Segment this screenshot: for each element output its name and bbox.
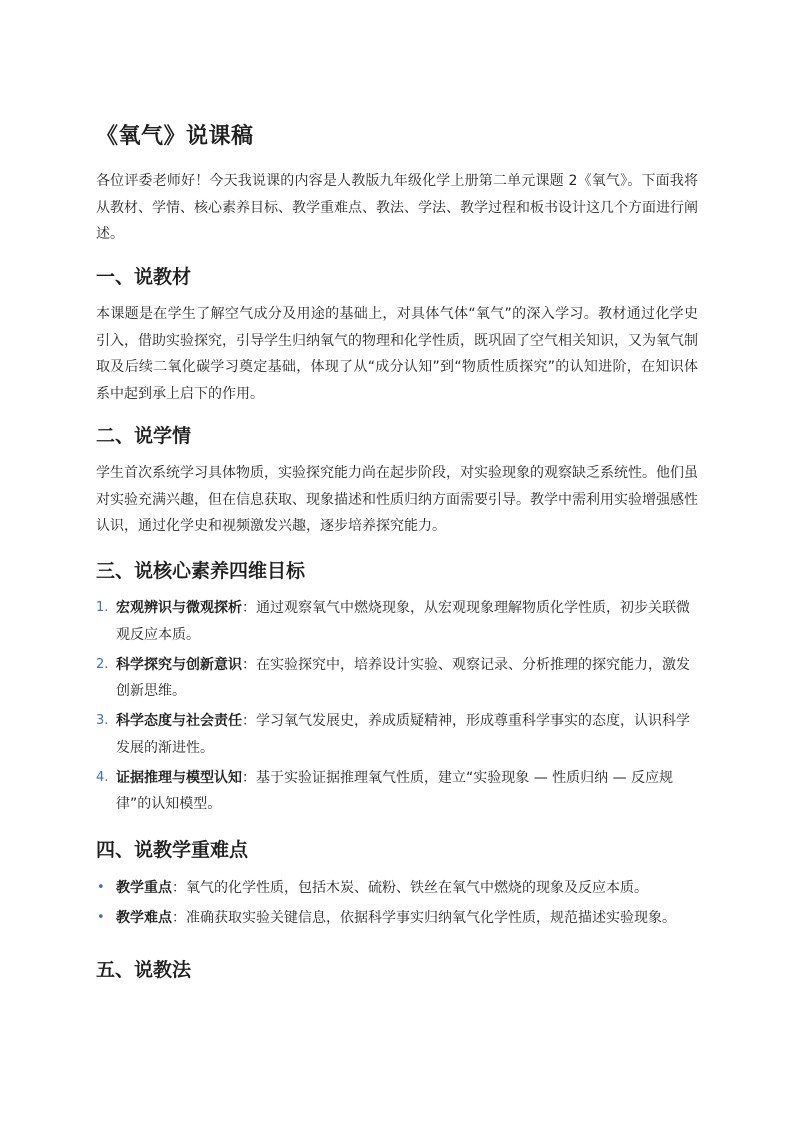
- goals-list: [96, 595, 698, 821]
- textbook-paragraph: 本课题是在学生了解空气成分及用途的基础上，对具体气体“氧气”的深入学习。教材通过化学史引入，借助实验探究，引导学生归纳氧气的物理和化学性质，既巩固了空气相关知识，又为氧气制取及后续二氧化碳学习奠定基础，体现了从“成分认知”到“物质性质探究”的认知进阶，在知识体系中起到承上启下的作用。: [96, 306, 698, 402]
- goal-separator: ：: [242, 713, 256, 729]
- list-item: [96, 708, 698, 761]
- goal-text: 通过观察氧气中燃烧现象，从宏观现象理解物质化学性质，初步关联微观反应本质。: [116, 600, 690, 643]
- bullet-icon: •: [97, 880, 105, 895]
- list-item: [96, 652, 698, 705]
- document-title: 《氧气》说课稿: [96, 124, 254, 149]
- goal-text: 在实验探究中，培养设计实验、观察记录、分析推理的探究能力，激发创新思维。: [116, 656, 690, 699]
- goal-text: 学习氧气发展史，养成质疑精神，形成尊重科学事实的态度，认识科学发展的渐进性。: [116, 713, 690, 756]
- section-heading-textbook: 一、说教材: [96, 266, 192, 288]
- list-item: [96, 875, 698, 902]
- section-heading-learners: 二、说学情: [96, 425, 192, 447]
- key-points-list: [96, 875, 698, 935]
- learners-paragraph: 学生首次系统学习具体物质，实验探究能力尚在起步阶段，对实验现象的观察缺乏系统性。他们虽对实验充满兴趣，但在信息获取、现象描述和性质归纳方面需要引导。教学中需利用实验增强感性认识，通过化学史和视频激发兴趣，逐步培养探究能力。: [96, 465, 698, 534]
- list-number: 2.: [96, 656, 109, 672]
- section-heading-teaching-methods: 五、说教法: [96, 959, 192, 981]
- list-number: 4.: [96, 769, 109, 785]
- key-point-separator: ：: [172, 880, 186, 896]
- list-number: 1.: [96, 600, 109, 615]
- goal-separator: ：: [242, 769, 256, 786]
- key-point-term: 教学重点: [116, 880, 172, 896]
- key-point-separator: ：: [172, 910, 186, 926]
- goal-term: 科学探究与创新意识: [116, 656, 242, 673]
- list-item: [96, 595, 698, 648]
- key-point-text: 氧气的化学性质，包括木炭、硫粉、铁丝在氧气中燃烧的现象及反应本质。: [186, 880, 648, 896]
- list-item: [96, 765, 698, 818]
- list-item: [96, 905, 698, 932]
- goal-text: 基于实验证据推理氧气性质，建立“实验现象 — 性质归纳 — 反应规律”的认知模型。: [116, 769, 674, 812]
- bullet-icon: •: [97, 910, 105, 925]
- goal-term: 科学态度与社会责任: [116, 713, 242, 729]
- key-point-text: 准确获取实验关键信息，依据科学事实归纳氧气化学性质，规范描述实验现象。: [186, 910, 676, 926]
- goal-term: 证据推理与模型认知: [116, 769, 242, 786]
- key-point-term: 教学难点: [116, 910, 172, 926]
- list-number: 3.: [96, 713, 109, 728]
- goal-separator: ：: [242, 656, 256, 673]
- intro-paragraph: 各位评委老师好！今天我说课的内容是人教版九年级化学上册第二单元课题 2《氧气》。下面我将从教材、学情、核心素养目标、教学重难点、教法、学法、教学过程和板书设计这几个方面进行阐述。: [96, 173, 698, 242]
- section-heading-goals: 三、说核心素养四维目标: [96, 560, 306, 582]
- goal-separator: ：: [242, 600, 256, 616]
- goal-term: 宏观辨识与微观探析: [116, 600, 242, 616]
- section-heading-key-points: 四、说教学重难点: [96, 839, 249, 861]
